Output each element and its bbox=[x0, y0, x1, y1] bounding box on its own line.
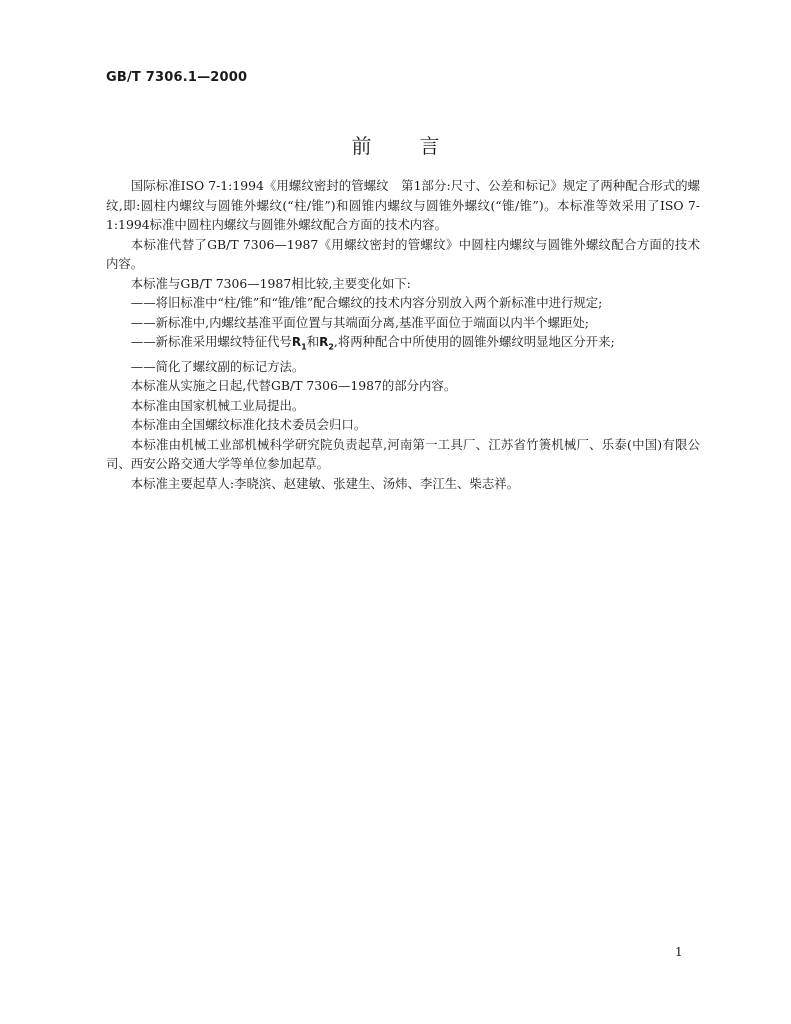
paragraph-drafters: 本标准主要起草人:李晓滨、赵建敏、张建生、汤炜、李江生、柴志祥。 bbox=[130, 475, 520, 491]
paragraph-proposer: 本标准由国家机械工业局提出。 bbox=[130, 397, 305, 413]
paragraph-drafting-units: 本标准由机械工业部机械科学研究院负责起草,河南第一工具厂、江苏省竹箦机械厂、乐泰(中国)有限公司、西安公路交通大学等单位参加起草。 bbox=[106, 436, 700, 472]
standard-code-header: GB/T 7306.1—2000 bbox=[106, 70, 248, 85]
document-body bbox=[106, 176, 700, 493]
paragraph-replacement: 本标准从实施之日起,代替GB/T 7306—1987的部分内容。 bbox=[130, 378, 457, 394]
change-item-2: ——新标准中,内螺纹基准平面位置与其端面分离,基准平面位于端面以内半个螺距处; bbox=[130, 314, 589, 330]
thread-code-r1: $R_1$ bbox=[291, 335, 307, 352]
paragraph-3: 本标准与GB/T 7306—1987相比较,主要变化如下: bbox=[130, 275, 411, 291]
paragraph-2: 本标准代替了GB/T 7306—1987《用螺纹密封的管螺纹》中圆柱内螺纹与圆锥外螺纹配合方面的技术内容。 bbox=[106, 236, 700, 271]
change-item-1: ——将旧标准中“柱/锥”和“锥/锥”配合螺纹的技术内容分别放入两个新标准中进行规定; bbox=[130, 295, 603, 310]
change-item-3-prefix: ——新标准采用螺纹特征代号 bbox=[130, 334, 292, 349]
change-item-3 bbox=[106, 332, 700, 357]
thread-code-r2: $R_2$ bbox=[319, 335, 334, 352]
page-title: 前言 bbox=[351, 134, 488, 158]
change-item-3-conjunction: 和 bbox=[306, 334, 320, 349]
change-item-3-suffix: ,将两种配合中所使用的圆锥外螺纹明显地区分开来; bbox=[333, 334, 615, 349]
paragraph-1: 国际标准ISO 7-1:1994《用螺纹密封的管螺纹 第1部分:尺寸、公差和标记》规定了两种配合形式的螺纹,即:圆柱内螺纹与圆锥外螺纹(“柱/锥”)和圆锥内螺纹与圆锥外螺纹(“锥/锥”)。本标准等效采用了ISO 7-1:1994标准中圆柱内螺纹与圆锥外螺纹配合方面的技术内容。 bbox=[106, 178, 700, 232]
page-number: 1 bbox=[675, 945, 683, 959]
paragraph-committee: 本标准由全国螺纹标准化技术委员会归口。 bbox=[130, 417, 367, 433]
change-item-4: ——简化了螺纹副的标记方法。 bbox=[130, 358, 305, 374]
